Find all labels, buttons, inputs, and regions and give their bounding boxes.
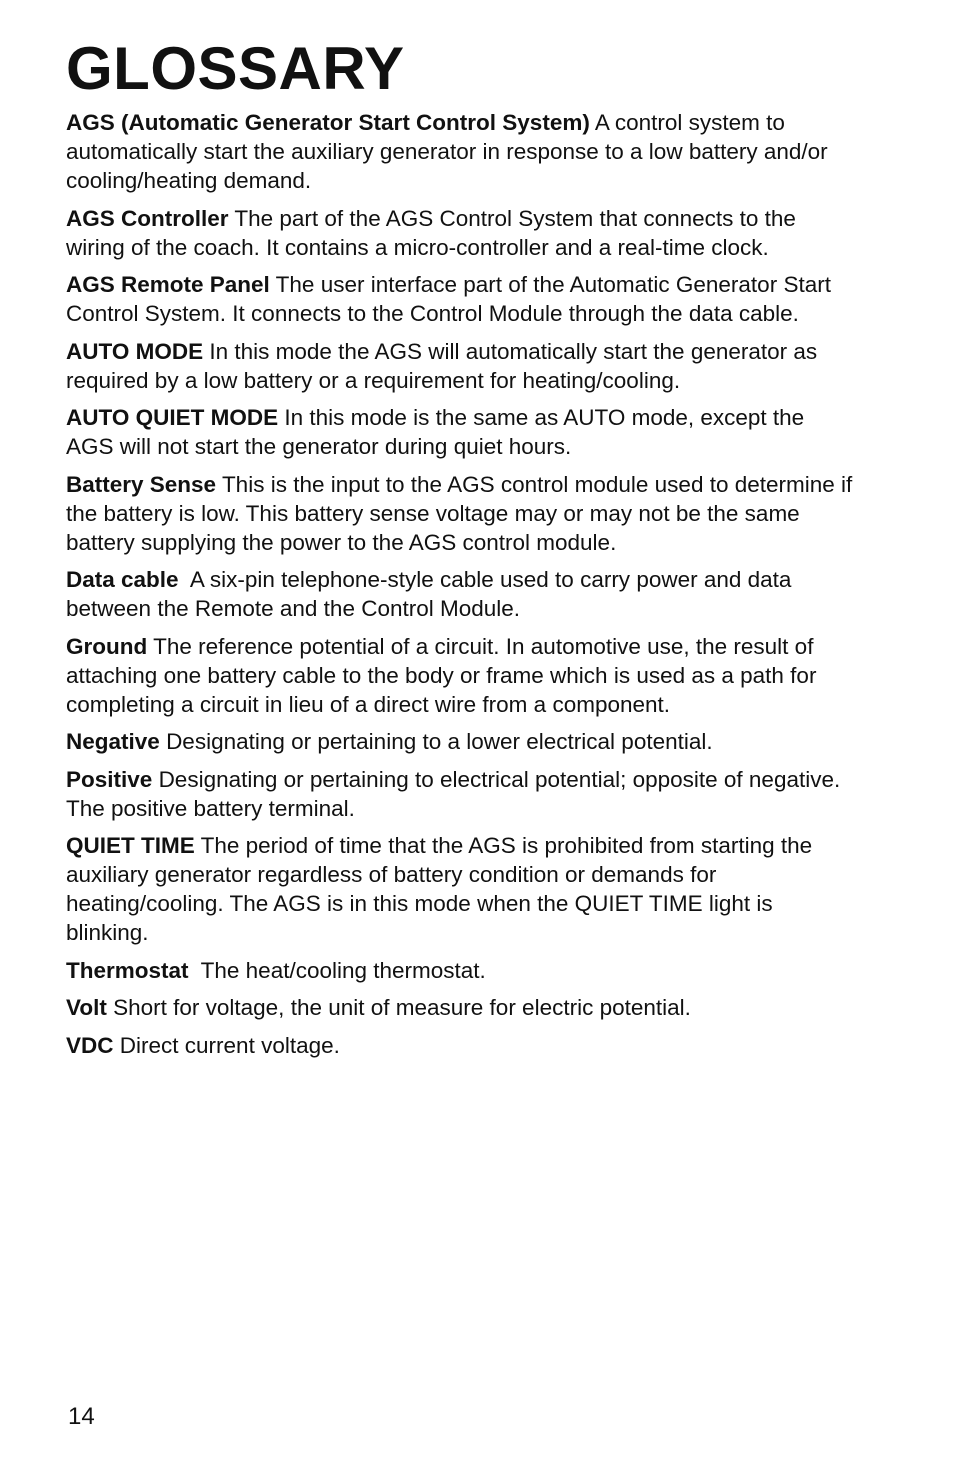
glossary-list bbox=[66, 108, 856, 1068]
glossary-entry bbox=[66, 765, 856, 823]
glossary-definition: Designating or pertaining to a lower electrical potential. bbox=[166, 729, 713, 754]
glossary-term: Thermostat bbox=[66, 957, 189, 983]
glossary-definition: The part of the AGS Control System that connects to the wiring of the coach. It contains a micro-controller and a real-time clock. bbox=[66, 205, 796, 260]
glossary-definition: Designating or pertaining to electrical potential; opposite of negative. The positive battery terminal. bbox=[66, 766, 841, 821]
glossary-definition: A six-pin telephone-style cable used to carry power and data between the Remote and the Control Module. bbox=[66, 567, 792, 621]
glossary-entry bbox=[66, 470, 856, 557]
glossary-entry bbox=[66, 632, 856, 719]
glossary-entry bbox=[66, 270, 856, 328]
glossary-term: Battery Sense bbox=[66, 471, 217, 497]
glossary-definition: Direct current voltage. bbox=[119, 1032, 340, 1058]
glossary-definition: This is the input to the AGS control module used to determine if the battery is low. This battery sense voltage may or may not be the same battery supplying the power to the AGS control module. bbox=[66, 471, 853, 555]
page-title: GLOSSARY bbox=[66, 35, 405, 102]
glossary-definition: The user interface part of the Automatic Generator Start Control System. It connects to the Control Module through the data cable. bbox=[66, 272, 831, 326]
glossary-term: Ground bbox=[66, 633, 148, 659]
glossary-entry bbox=[66, 565, 856, 623]
glossary-definition: Short for voltage, the unit of measure for electric potential. bbox=[113, 995, 691, 1020]
glossary-entry bbox=[66, 1031, 856, 1060]
glossary-entry bbox=[66, 831, 856, 947]
glossary-definition: The period of time that the AGS is prohibited from starting the auxiliary generator regardless of battery condition or demands for heating/cooling. The AGS is in this mode when the QUIET TIME light is blinking. bbox=[66, 833, 813, 945]
glossary-term: AGS Controller bbox=[66, 205, 229, 231]
glossary-term: AGS (Automatic Generator Start Control System) bbox=[66, 110, 590, 135]
glossary-entry bbox=[66, 993, 856, 1022]
glossary-term: Negative bbox=[66, 729, 160, 754]
glossary-term: QUIET TIME bbox=[66, 833, 195, 858]
glossary-term: AUTO MODE bbox=[66, 338, 204, 364]
glossary-term: AGS Remote Panel bbox=[66, 272, 270, 297]
glossary-term: VDC bbox=[66, 1032, 114, 1058]
page-number: 14 bbox=[68, 1403, 95, 1430]
glossary-term: Volt bbox=[66, 995, 107, 1020]
glossary-entry bbox=[66, 956, 856, 985]
glossary-definition: A control system to automatically start the auxiliary generator in response to a low battery and/or cooling/heating demand. bbox=[66, 110, 828, 193]
glossary-term: AUTO QUIET MODE bbox=[66, 405, 279, 430]
glossary-entry bbox=[66, 337, 856, 395]
glossary-term: Positive bbox=[66, 766, 153, 792]
glossary-entry bbox=[66, 727, 856, 756]
glossary-entry bbox=[66, 204, 856, 262]
glossary-definition: In this mode the AGS will automatically start the generator as required by a low battery or a requirement for heating/cooling. bbox=[66, 338, 818, 393]
glossary-entry bbox=[66, 403, 856, 461]
glossary-definition: The heat/cooling thermostat. bbox=[200, 957, 486, 983]
glossary-definition: In this mode is the same as AUTO mode, except the AGS will not start the generator during quiet hours. bbox=[66, 405, 805, 459]
glossary-definition: The reference potential of a circuit. In automotive use, the result of attaching one battery cable to the body or frame which is used as a path for completing a circuit in lieu of a direct wire from a component. bbox=[66, 633, 817, 717]
glossary-entry bbox=[66, 108, 856, 195]
glossary-term: Data cable bbox=[66, 567, 179, 592]
